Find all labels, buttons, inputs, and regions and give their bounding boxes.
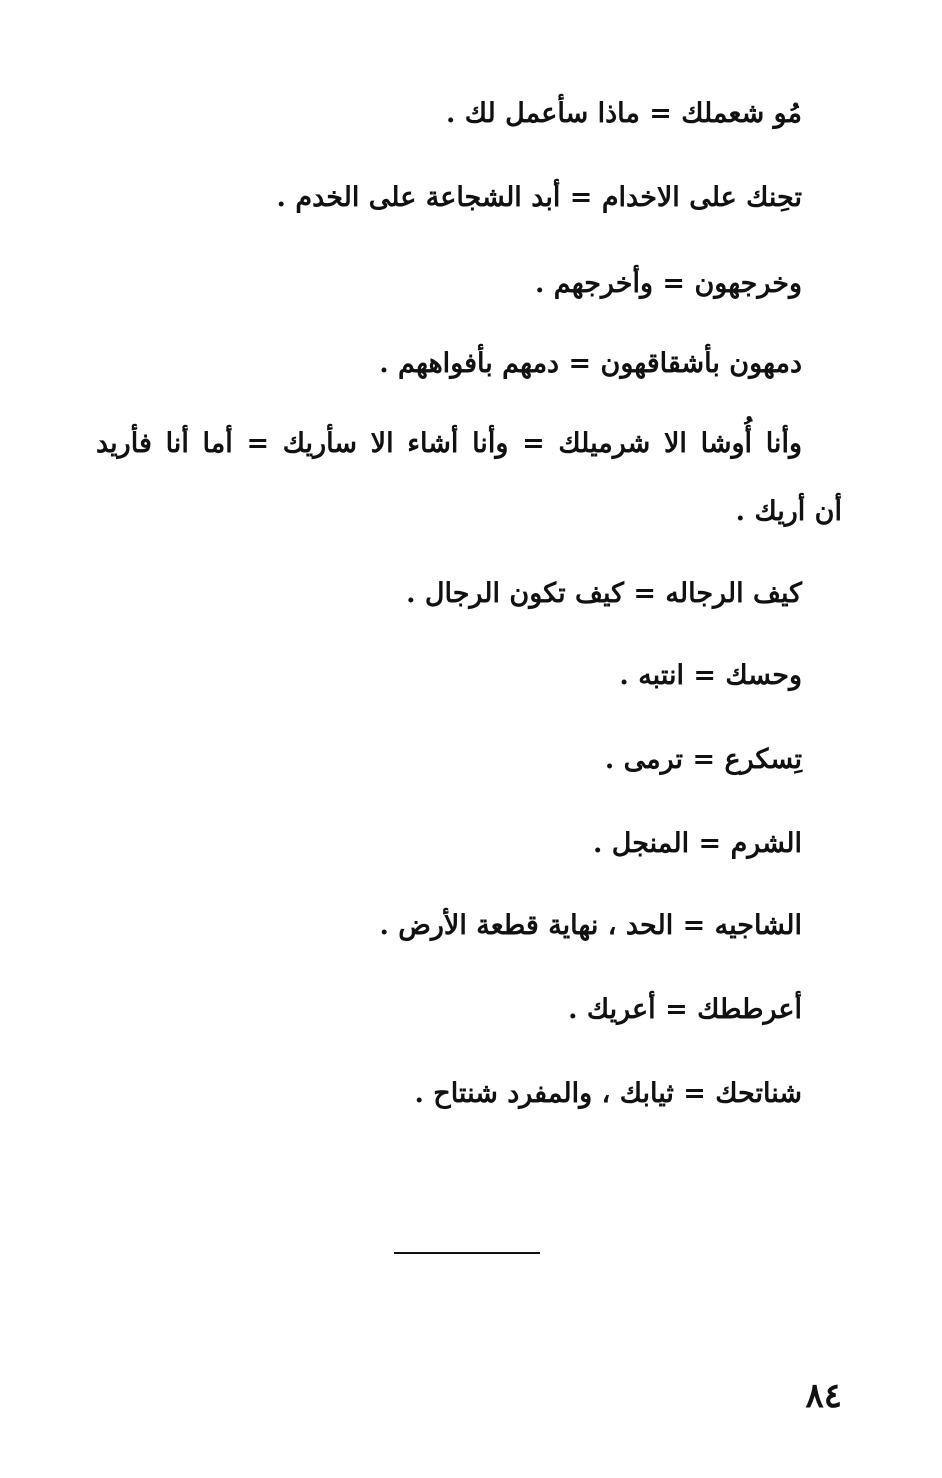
section-divider (394, 1252, 540, 1254)
glossary-line-12: شناتحك = ثيابك ، والمفرد شنتاح . (414, 1078, 802, 1109)
glossary-line-2: تحِنك على الاخدام = أبد الشجاعة على الخدم . (276, 182, 802, 213)
glossary-line-9: الشرم = المنجل . (592, 828, 802, 859)
glossary-line-8: تِسكرع = ترمى . (604, 744, 802, 775)
glossary-line-11: أعرططك = أعريك . (568, 994, 802, 1025)
page-number: ٨٤ (805, 1376, 842, 1416)
glossary-line-5-continuation: أن أريك . (735, 496, 842, 527)
glossary-line-3: وخرجهون = وأخرجهم . (535, 268, 802, 299)
glossary-line-7: وحسك = انتبه . (619, 660, 802, 691)
glossary-line-10: الشاجيه = الحد ، نهاية قطعة الأرض . (379, 910, 802, 941)
glossary-line-6: كيف الرجاله = كيف تكون الرجال . (406, 578, 802, 609)
glossary-line-4: دمهون بأشقاقهون = دمهم بأفواههم . (379, 348, 802, 379)
glossary-line-1: مُو شعملك = ماذا سأعمل لك . (446, 98, 802, 129)
glossary-line-5: وأنا أُوشا الا شرميلك = وأنا أشاء الا سأريك = أما أنا فأريد (96, 428, 802, 459)
